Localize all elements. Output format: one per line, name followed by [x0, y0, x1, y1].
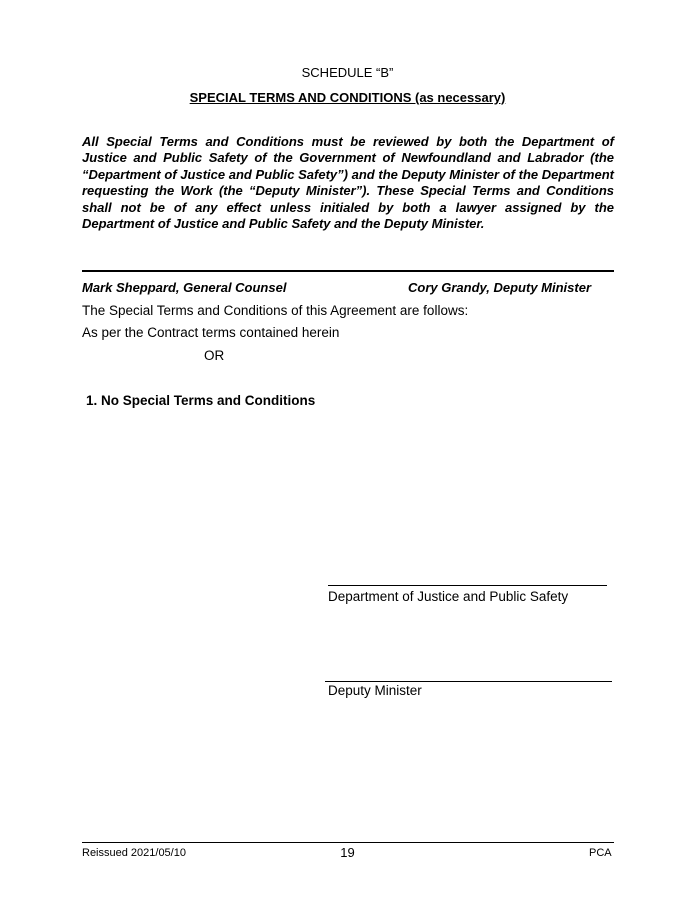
djps-signature-label: Department of Justice and Public Safety [328, 589, 569, 604]
footer-reissued-date: Reissued 2021/05/10 [82, 847, 186, 859]
footer-divider [82, 842, 614, 843]
deputy-minister-name: Cory Grandy, Deputy Minister [408, 280, 591, 295]
page-number: 19 [340, 845, 355, 860]
option-no-special-terms: 1. No Special Terms and Conditions [86, 393, 316, 408]
or-separator: OR [204, 348, 225, 363]
schedule-subtitle: SPECIAL TERMS AND CONDITIONS (as necessary) [189, 90, 506, 105]
djps-signature-line [328, 585, 607, 586]
option-contract-terms: As per the Contract terms contained herein [82, 325, 340, 340]
terms-intro: The Special Terms and Conditions of this Agreement are follows: [82, 303, 469, 318]
initial-signature-line [82, 270, 614, 272]
schedule-title: SCHEDULE “B” [301, 65, 394, 80]
general-counsel-name: Mark Sheppard, General Counsel [82, 280, 287, 295]
footer-doc-code: PCA [589, 847, 612, 859]
deputy-minister-signature-line [325, 681, 612, 682]
review-notice: All Special Terms and Conditions must be reviewed by both the Department of Justice and Public Safety of the Government of Newfoundland and Labrador (the “Department of Justice and Public Safety”) and the Deputy Minister of the Department requesting the Work (the “Deputy Minister”). These Special Terms and Conditions shall not be of any effect unless initialed by both a lawyer assigned by the Department of Justice and Public Safety and the Deputy Minister. [82, 134, 614, 232]
deputy-minister-signature-label: Deputy Minister [328, 683, 422, 698]
